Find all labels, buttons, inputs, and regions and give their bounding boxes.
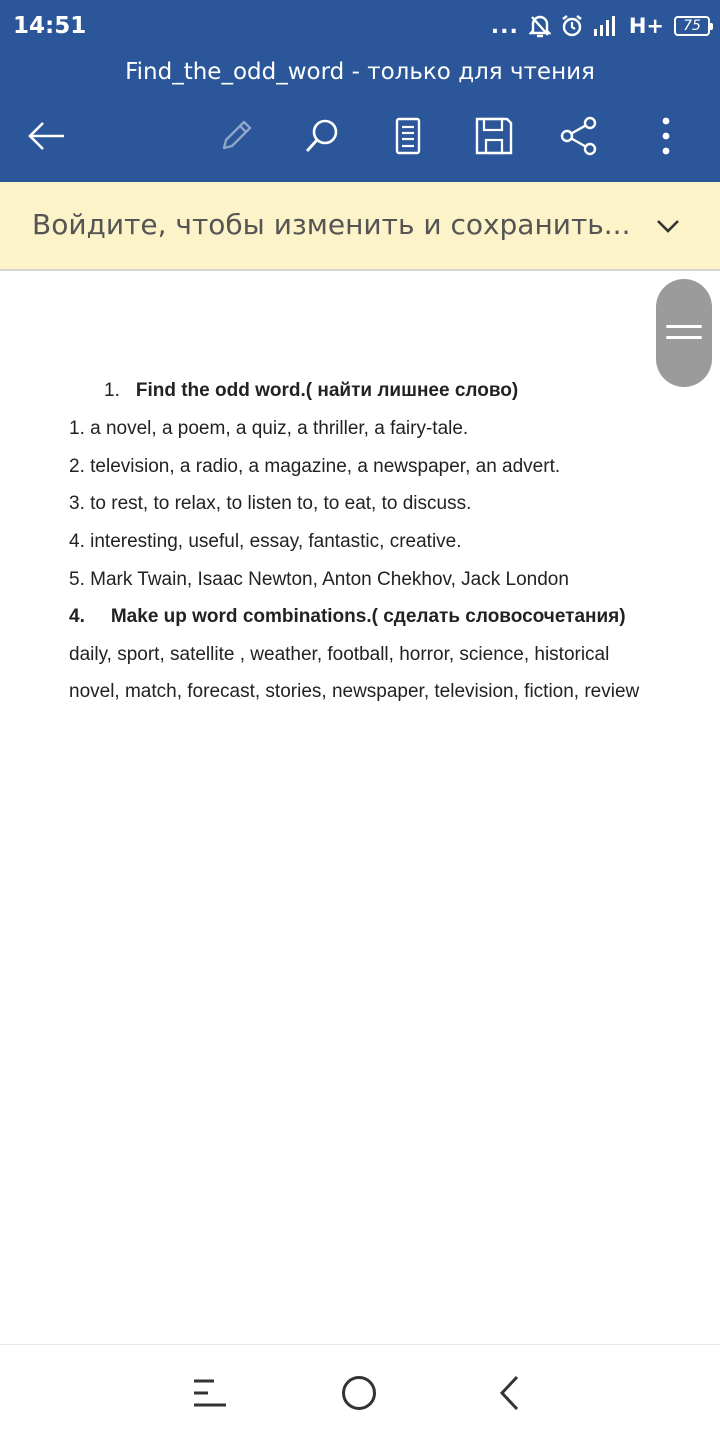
signal-icon: [593, 15, 619, 37]
status-time: 14:51: [13, 13, 87, 39]
list-item: 4. interesting, useful, essay, fantastic, creative.: [69, 531, 462, 552]
document-title: Find_the_odd_word - только для чтения: [125, 59, 595, 85]
menu-icon: [192, 1377, 228, 1409]
more-options-button[interactable]: [642, 112, 690, 160]
back-nav-button[interactable]: [481, 1365, 537, 1421]
home-button[interactable]: [331, 1365, 387, 1421]
alarm-icon: [561, 14, 583, 38]
banner-message: Войдите, чтобы изменить и сохранить...: [32, 208, 631, 241]
list-item: 3. to rest, to relax, to listen to, to eat, to discuss.: [69, 493, 472, 514]
share-button[interactable]: [555, 112, 603, 160]
scroll-handle[interactable]: [656, 279, 712, 387]
heading-text: Make up word combinations.( сделать словосочетания): [110, 606, 626, 627]
heading-find-odd-word: [104, 380, 518, 402]
app-header: [0, 0, 720, 182]
search-button[interactable]: [298, 112, 346, 160]
more-vertical-icon: [660, 116, 672, 156]
status-icons: [491, 10, 710, 42]
chevron-down-icon[interactable]: [654, 214, 682, 238]
toolbar: [0, 100, 720, 172]
sign-in-banner[interactable]: [0, 182, 720, 271]
scroll-handle-grip: [666, 336, 702, 339]
heading-word-combinations: [69, 606, 626, 628]
reading-view-button[interactable]: [384, 112, 432, 160]
scroll-handle-grip: [666, 325, 702, 328]
word-list-line: novel, match, forecast, stories, newspaper, television, fiction, review: [69, 681, 640, 702]
status-overflow: ...: [490, 13, 519, 39]
list-item: 2. television, a radio, a magazine, a newspaper, an advert.: [69, 456, 561, 477]
edit-button[interactable]: [212, 112, 260, 160]
battery-icon: [674, 16, 710, 36]
list-item: 5. Mark Twain, Isaac Newton, Anton Chekhov, Jack London: [69, 569, 569, 590]
save-button[interactable]: [470, 112, 518, 160]
menu-button[interactable]: [182, 1365, 238, 1421]
search-icon: [302, 116, 342, 156]
network-type: H+: [628, 14, 664, 38]
heading-text: Find the odd word.( найти лишнее слово): [135, 380, 519, 401]
system-navigation-bar: [0, 1344, 720, 1440]
home-icon: [340, 1374, 378, 1412]
back-button[interactable]: [22, 112, 70, 160]
save-icon: [474, 116, 514, 156]
battery-level: 75: [683, 18, 701, 34]
back-arrow-icon: [26, 120, 66, 152]
heading-number: 1.: [104, 380, 120, 401]
list-item: 1. a novel, a poem, a quiz, a thriller, a fairy-tale.: [69, 418, 469, 439]
edit-pencil-icon: [216, 116, 256, 156]
status-bar: [0, 0, 720, 52]
reading-view-icon: [393, 116, 423, 156]
back-icon: [497, 1374, 521, 1412]
heading-number: 4.: [69, 606, 85, 627]
word-list-line: daily, sport, satellite , weather, football, horror, science, historical: [69, 644, 610, 665]
share-icon: [559, 116, 599, 156]
notification-off-icon: [529, 14, 551, 38]
